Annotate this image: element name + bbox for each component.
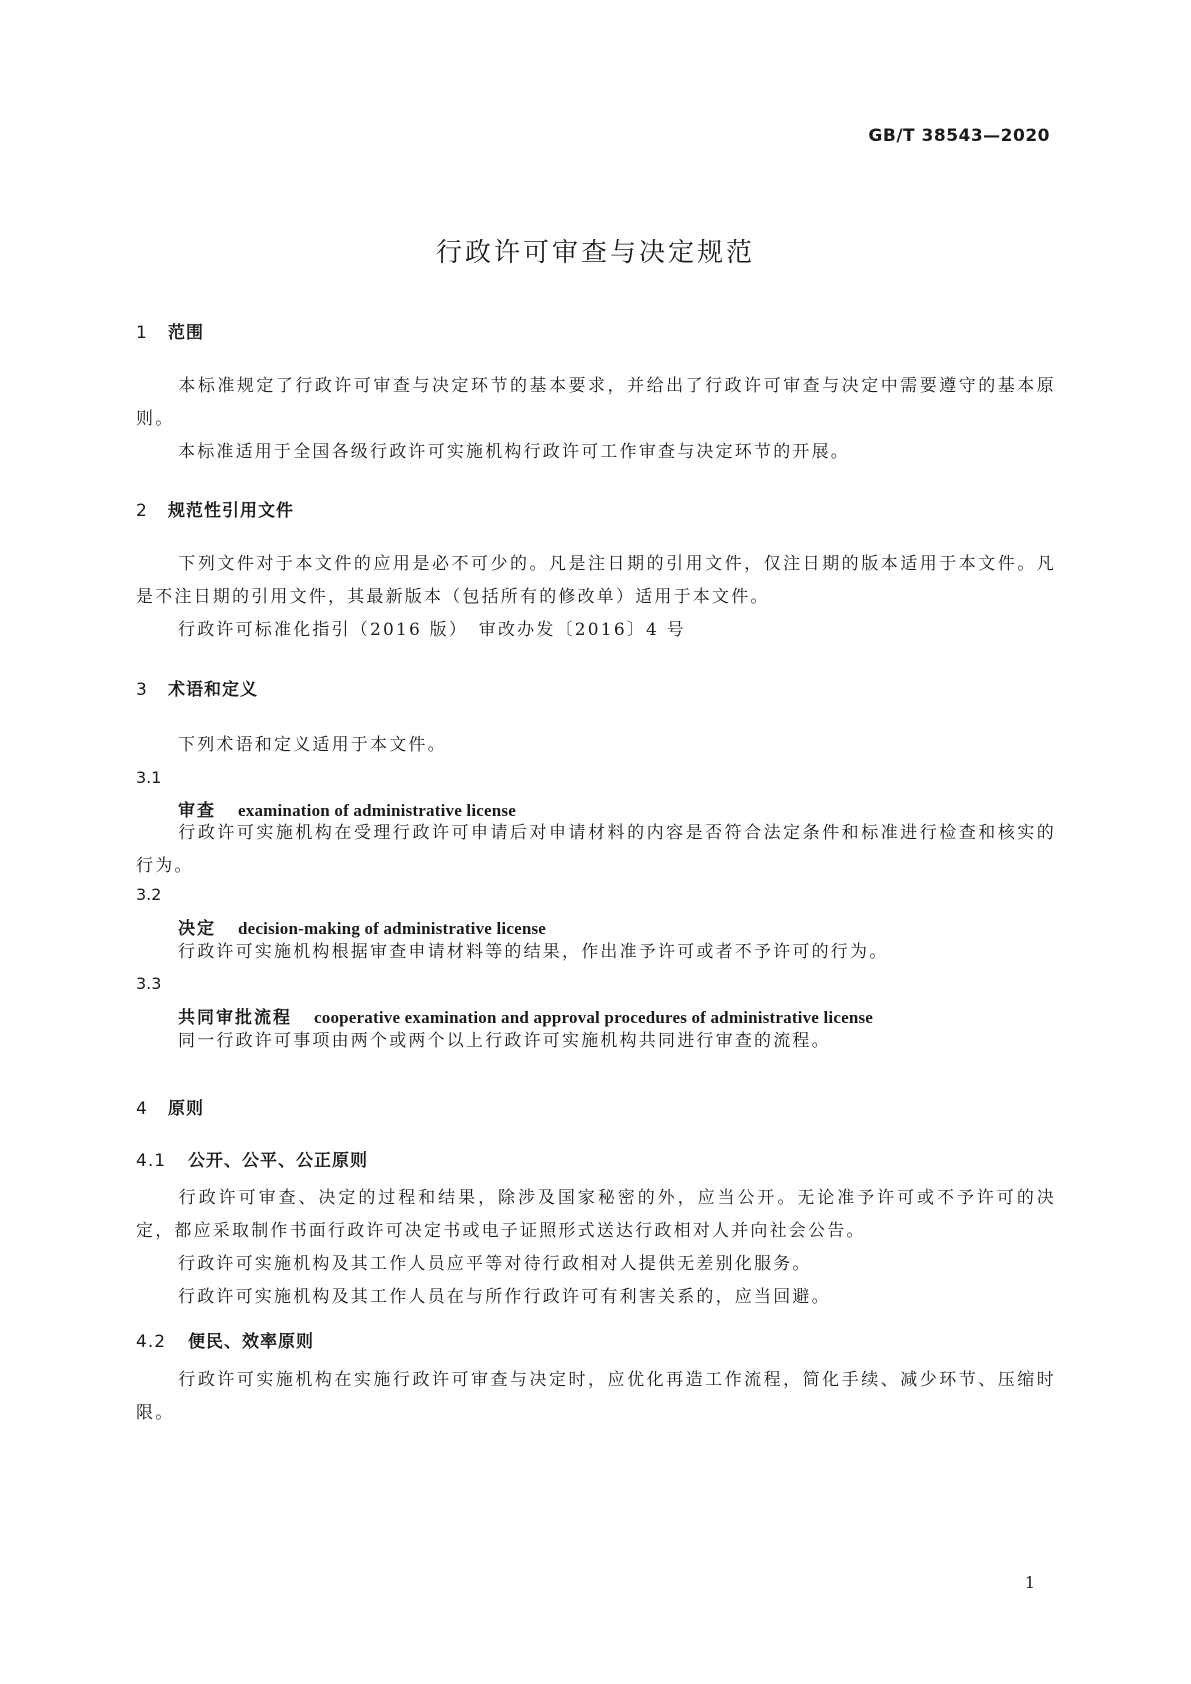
term-chinese: 审查	[178, 801, 216, 821]
section-title: 术语和定义	[168, 680, 258, 700]
term-definition: 行政许可实施机构在受理行政许可申请后对申请材料的内容是否符合法定条件和标准进行检查和核实的行为。	[136, 823, 1056, 876]
subsection-number: 4.2	[136, 1332, 167, 1352]
subsection-number: 4.1	[136, 1151, 167, 1171]
section-title: 原则	[168, 1099, 204, 1119]
term-english: decision-making of administrative license	[238, 919, 547, 938]
subsection-4-1-paragraph-1: 行政许可审查、决定的过程和结果，除涉及国家秘密的外，应当公开。无论准予许可或不予许可的决定，都应采取制作书面行政许可决定书或电子证照形式送达行政相对人并向社会公告。	[136, 1188, 1056, 1241]
section-number: 3	[136, 680, 148, 700]
subsection-title: 便民、效率原则	[188, 1332, 314, 1352]
document-title: 行政许可审查与决定规范	[435, 238, 755, 268]
subsection-4-1-heading	[136, 1146, 368, 1171]
subsection-4-1-paragraph-2: 行政许可实施机构及其工作人员应平等对待行政相对人提供无差别化服务。	[178, 1254, 812, 1274]
subsection-4-2-paragraph-1: 行政许可实施机构在实施行政许可审查与决定时，应优化再造工作流程，简化手续、减少环节、压缩时限。	[136, 1370, 1056, 1423]
subsection-4-1-paragraph-3: 行政许可实施机构及其工作人员在与所作行政许可有利害关系的，应当回避。	[178, 1287, 831, 1307]
page-number: 1	[1024, 1573, 1035, 1592]
section-1-paragraph-1: 本标准规定了行政许可审查与决定环节的基本要求，并给出了行政许可审查与决定中需要遵守的基本原则。	[136, 376, 1056, 429]
subsection-title: 公开、公平、公正原则	[188, 1151, 368, 1171]
normative-reference: 行政许可标准化指引（2016 版） 审改办发〔2016〕4 号	[178, 620, 686, 640]
section-3-intro: 下列术语和定义适用于本文件。	[178, 735, 447, 755]
standard-code: GB/T 38543—2020	[868, 126, 1050, 146]
term-number: 3.3	[136, 974, 162, 993]
section-1-heading	[136, 318, 204, 343]
section-3-heading	[136, 675, 258, 700]
section-number: 4	[136, 1099, 148, 1119]
term-english: cooperative examination and approval procedures of administrative license	[314, 1008, 874, 1027]
section-1-paragraph-2: 本标准适用于全国各级行政许可实施机构行政许可工作审查与决定环节的开展。	[178, 442, 850, 462]
section-number: 1	[136, 323, 148, 343]
term-number: 3.2	[136, 885, 162, 904]
section-title: 范围	[168, 323, 204, 343]
term-definition: 同一行政许可事项由两个或两个以上行政许可实施机构共同进行审查的流程。	[178, 1031, 831, 1051]
term-definition: 行政许可实施机构根据审查申请材料等的结果，作出准予许可或者不予许可的行为。	[178, 942, 889, 962]
section-number: 2	[136, 501, 148, 521]
section-4-heading	[136, 1094, 204, 1119]
term-number: 3.1	[136, 768, 162, 787]
subsection-4-2-heading	[136, 1327, 314, 1352]
term-english: examination of administrative license	[238, 801, 516, 820]
section-2-paragraph-1: 下列文件对于本文件的应用是必不可少的。凡是注日期的引用文件，仅注日期的版本适用于本文件。凡是不注日期的引用文件，其最新版本（包括所有的修改单）适用于本文件。	[136, 554, 1056, 607]
section-title: 规范性引用文件	[168, 501, 294, 521]
term-chinese: 共同审批流程	[178, 1008, 292, 1028]
section-2-heading	[136, 496, 294, 521]
term-chinese: 决定	[178, 919, 216, 939]
